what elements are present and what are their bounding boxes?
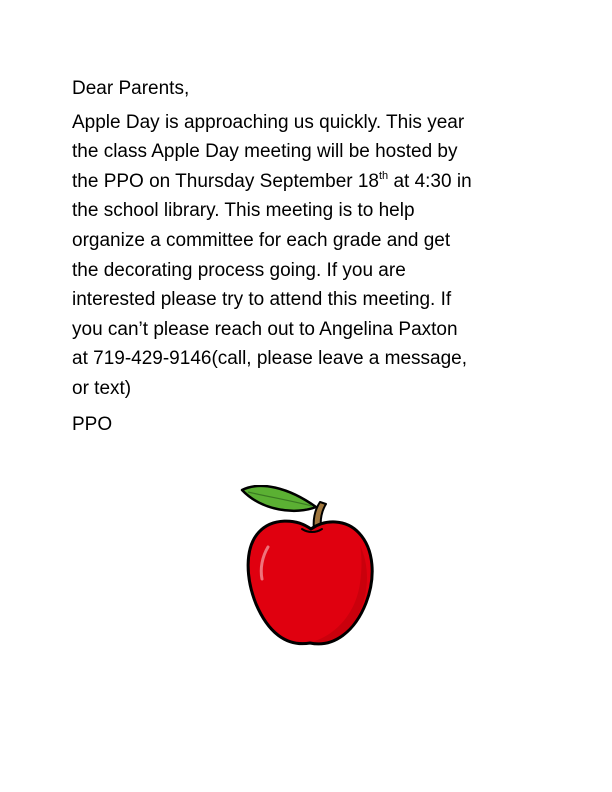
greeting: Dear Parents, <box>72 78 190 99</box>
body-line: interested please try to attend this meeting. If <box>72 289 452 311</box>
signature: PPO <box>72 413 113 435</box>
body-line: the decorating process going. If you are <box>72 259 406 281</box>
letter-text <box>72 74 542 439</box>
body-line: Apple Day is approaching us quickly. This year <box>72 111 465 133</box>
body-line: at 719-429-9146(call, please leave a message, <box>72 348 468 370</box>
body-line: or text) <box>72 377 132 399</box>
apple-body <box>248 521 372 644</box>
body-line-time: at 4:30 in <box>388 170 472 192</box>
letter-body <box>72 108 542 404</box>
apple-icon <box>240 485 382 655</box>
body-line: you can’t please reach out to Angelina Paxton <box>72 318 458 340</box>
body-line: the class Apple Day meeting will be hosted by <box>72 141 458 163</box>
body-line: organize a committee for each grade and get <box>72 229 451 251</box>
body-line <box>72 167 542 197</box>
body-line-date: the PPO on Thursday September 18 <box>72 170 379 192</box>
ordinal-suffix: th <box>379 169 389 182</box>
body-line: the school library. This meeting is to help <box>72 200 415 222</box>
